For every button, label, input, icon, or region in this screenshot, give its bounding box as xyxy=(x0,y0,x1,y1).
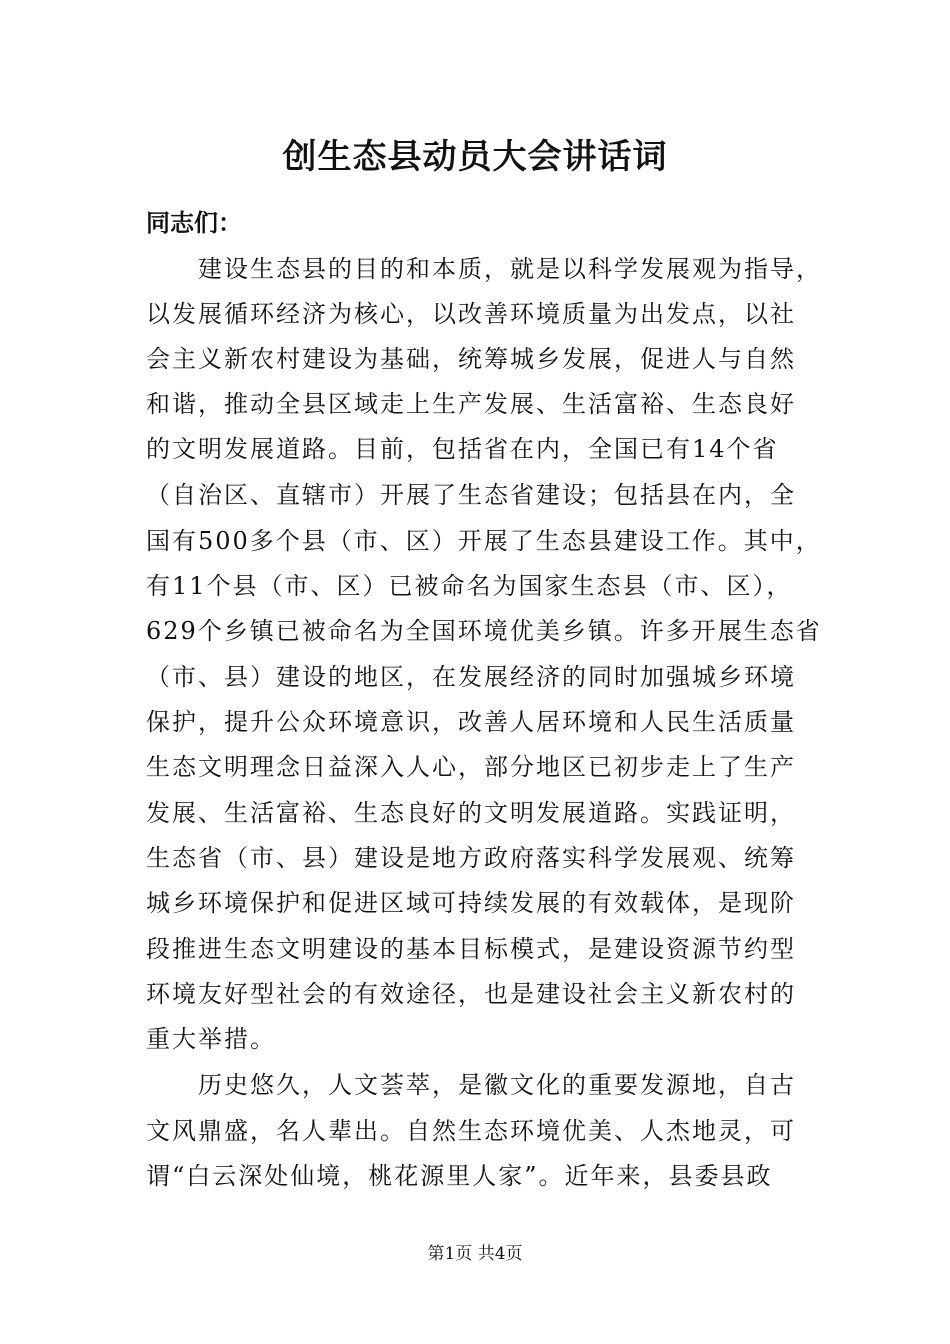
body-line: 段推进生态文明建设的基本目标模式，是建设资源节约型 xyxy=(146,935,796,963)
page-footer: 第1页 共4页 xyxy=(427,1244,523,1264)
body-line: 历史悠久，人文荟萃，是徽文化的重要发源地，自古 xyxy=(146,1071,796,1099)
body-line: 和谐，推动全县区域走上生产发展、生活富裕、生态良好 xyxy=(146,390,796,418)
body-line: 文风鼎盛，名人辈出。自然生态环境优美、人杰地灵，可 xyxy=(146,1117,796,1145)
body-line: 谓“白云深处仙境，桃花源里人家”。近年来，县委县政 xyxy=(146,1162,773,1190)
body-line: （自治区、直辖市）开展了生态省建设；包括县在内，全 xyxy=(146,481,796,509)
body-line: 有11个县（市、区）已被命名为国家生态县（市、区）， xyxy=(146,572,793,600)
body-line: 发展、生活富裕、生态良好的文明发展道路。实践证明， xyxy=(146,799,796,827)
body-line: 的文明发展道路。目前，包括省在内，全国已有14个省 xyxy=(146,435,779,463)
body-line: 国有500多个县（市、区）开展了生态县建设工作。其中， xyxy=(146,527,822,555)
body-line: 629个乡镇已被命名为全国环境优美乡镇。许多开展生态省 xyxy=(146,617,822,645)
body-line: 重大举措。 xyxy=(146,1025,276,1053)
body-line: 保护，提升公众环境意识，改善人居环境和人民生活质量 xyxy=(146,708,796,736)
body-line: 生态省（市、县）建设是地方政府落实科学发展观、统筹 xyxy=(146,844,796,872)
body-line: （市、县）建设的地区，在发展经济的同时加强城乡环境 xyxy=(146,663,796,691)
body-line: 环境友好型社会的有效途径，也是建设社会主义新农村的 xyxy=(146,980,796,1008)
document-title: 创生态县动员大会讲话词 xyxy=(282,137,668,177)
body-line: 生态文明理念日益深入人心，部分地区已初步走上了生产 xyxy=(146,753,796,781)
body-line: 以发展循环经济为核心，以改善环境质量为出发点，以社 xyxy=(146,300,796,328)
salutation: 同志们： xyxy=(146,208,242,237)
body-line: 会主义新农村建设为基础，统筹城乡发展，促进人与自然 xyxy=(146,345,796,373)
body-line: 建设生态县的目的和本质，就是以科学发展观为指导， xyxy=(146,255,822,283)
body-line: 城乡环境保护和促进区域可持续发展的有效载体，是现阶 xyxy=(146,889,796,917)
